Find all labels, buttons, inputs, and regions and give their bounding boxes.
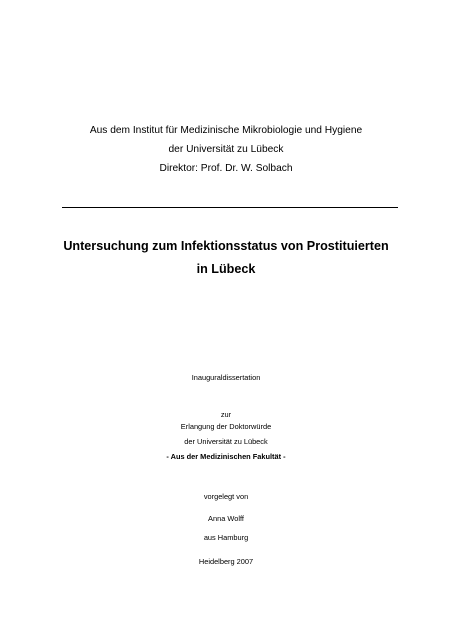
place-date: Heidelberg 2007 [198,557,254,566]
author-name: Anna Wolff [208,514,244,523]
university-line: der Universität zu Lübeck [168,144,284,155]
dissertation-title-line-1: Untersuchung zum Infektionsstatus von Prostituierten [63,239,389,253]
institute-line: Aus dem Institut für Medizinische Mikrobiologie und Hygiene [89,125,363,136]
author-origin: aus Hamburg [203,533,249,542]
faculty-line: - Aus der Medizinischen Fakultät - [166,452,286,461]
dissertation-title-line-2: in Lübeck [196,262,256,276]
document-type: Inauguraldissertation [191,373,261,382]
zur-line: zur [220,410,232,419]
presented-by-line: vorgelegt von [203,492,249,501]
director-line: Direktor: Prof. Dr. W. Solbach [159,163,293,174]
horizontal-rule [62,207,398,208]
purpose-line: Erlangung der Doktorwürde [180,422,272,431]
university-line-2: der Universität zu Lübeck [184,437,268,446]
